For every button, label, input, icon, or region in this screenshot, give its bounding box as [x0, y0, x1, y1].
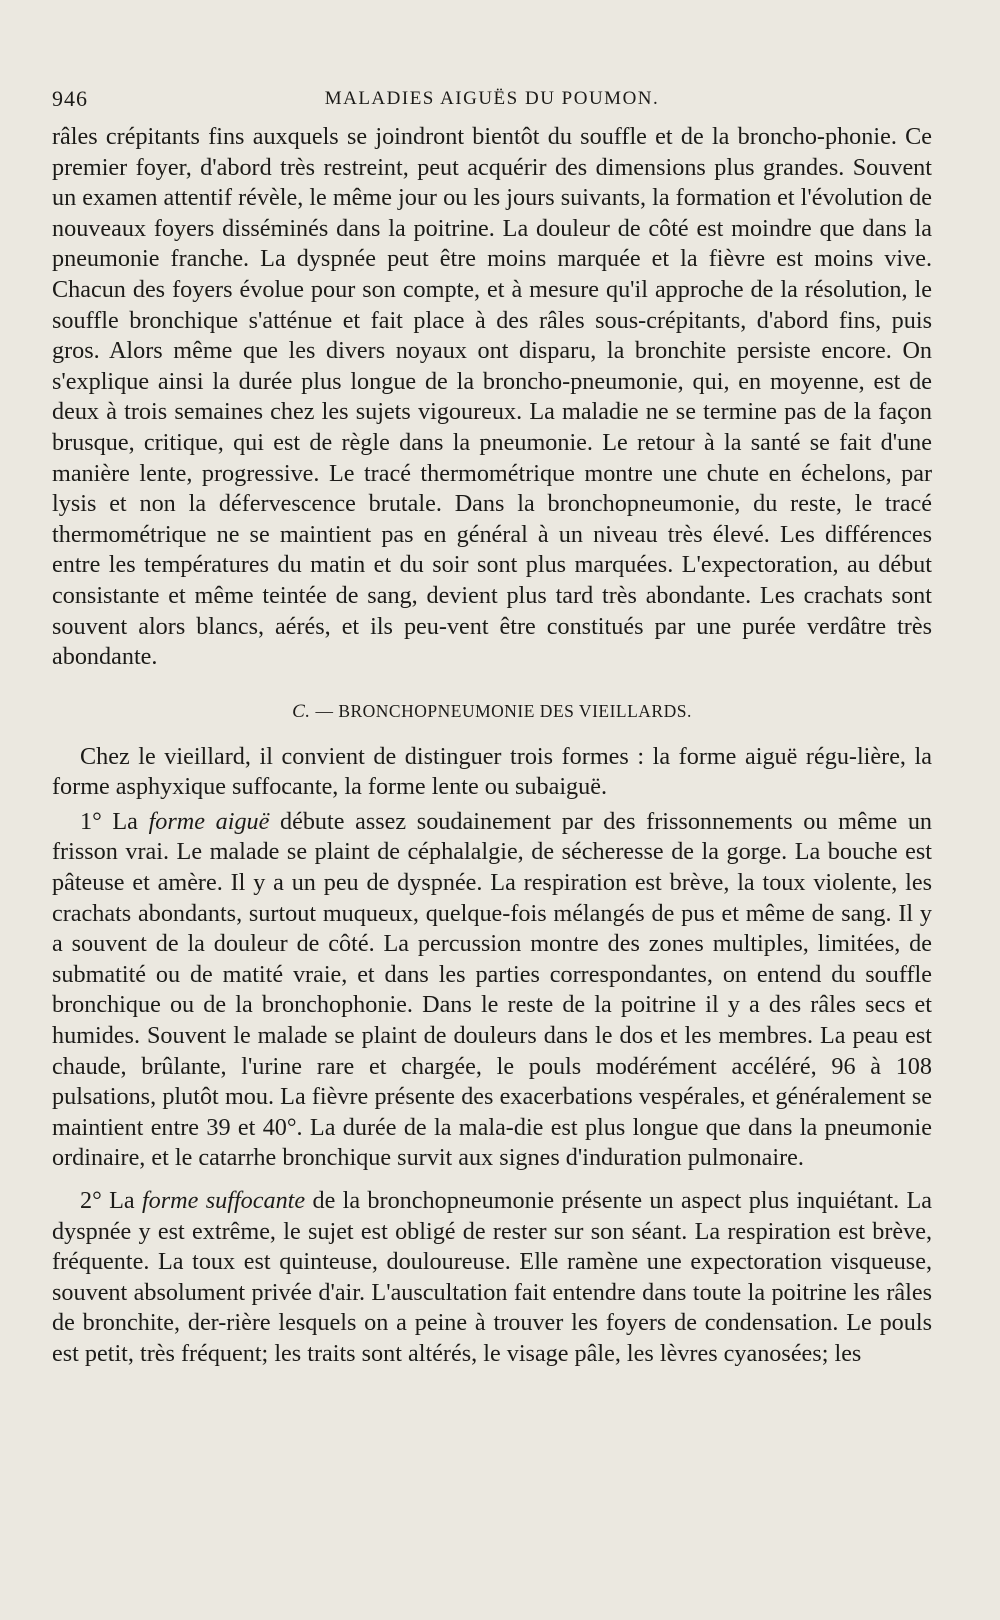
paragraph-forme-aigue: [52, 807, 932, 1174]
paragraph-continuation: râles crépitants fins auxquels se joindront bientôt du souffle et de la broncho-phonie. Ce premier foyer, d'abord très restreint, peut acquérir des dimensions plus grandes. Souvent un examen attentif révèle, le même jour ou les jours suivants, la formation et l'évolution de nouveaux foyers disséminés dans la poitrine. La douleur de côté est moindre que dans la pneumonie franche. La dyspnée peut être moins marquée et la fièvre est moins vive. Chacun des foyers évolue pour son compte, et à mesure qu'il approche de la résolution, le souffle bronchique s'atténue et fait place à des râles sous-crépitants, d'abord fins, puis gros. Alors même que les divers noyaux ont disparu, la bronchite persiste encore. On s'explique ainsi la durée plus longue de la broncho-pneumonie, qui, en moyenne, est de deux à trois semaines chez les sujets vigoureux. La maladie ne se termine pas de la façon brusque, critique, qui est de règle dans la pneumonie. Le retour à la santé se fait d'une manière lente, progressive. Le tracé thermométrique montre une chute en échelons, par lysis et non la défervescence brutale. Dans la bronchopneumonie, du reste, le tracé thermométrique ne se maintient pas en général à un niveau très élevé. Les différences entre les températures du matin et du soir sont plus marquées. L'expectoration, au début consistante et même teintée de sang, devient plus tard très abondante. Les crachats sont souvent alors blancs, aérés, et ils peu-vent être constitués par une purée verdâtre très abondante.: [52, 123, 932, 671]
paragraph-text: de la bronchopneumonie présente un aspect plus inquiétant. La dyspnée y est extrême, le sujet est obligé de rester sur son séant. La respiration est brève, fréquente. La toux est quinteuse, douloureuse. Elle ramène une expectoration visqueuse, souvent absolument privée d'air. L'auscultation fait entendre dans toute la poitrine les râles de bronchite, der-rière lesquels on a peine à trouver les foyers de condensation. Le pouls est petit, très fréquent; les traits sont altérés, le visage pâle, les lèvres cyanosées; les: [52, 1187, 932, 1367]
page-body: [52, 122, 932, 1370]
term-forme-aigue: forme aiguë: [148, 807, 270, 835]
section-heading: [52, 699, 932, 724]
term-forme-suffocante: forme suffocante: [141, 1187, 306, 1214]
page-header: [52, 86, 932, 116]
section-letter: C.: [292, 700, 311, 722]
paragraph-intro: Chez le vieillard, il convient de distinguer trois formes : la forme aiguë régu-lière, la forme asphyxique suffocante, la forme lente ou subaiguë.: [52, 742, 932, 801]
paragraph-text: débute assez soudainement par des frissonnements ou même un frisson vrai. Le malade se plaint de céphalalgie, de sécheresse de la gorge. La bouche est pâteuse et amère. Il y a un peu de dyspnée. La respiration est brève, la toux violente, les crachats abondants, surtout muqueux, quelque-fois mélangés de pus et même de sang. Il y a souvent de la douleur de côté. La percussion montre des zones multiples, limitées, de submatité ou de matité vraie, et dans les parties correspondantes, on entend du souffle bronchique ou de la bronchophonie. Dans le reste de la poitrine il y a des râles secs et humides. Souvent le malade se plaint de douleurs dans le dos et les membres. La peau est chaude, brûlante, l'urine rare et chargée, le pouls modérément accéléré, 96 à 108 pulsations, plutôt mou. La fièvre présente des exacerbations vespérales, et généralement se maintient entre 39 et 40°. La durée de la mala-die est plus longue que dans la pneumonie ordinaire, et le catarrhe bronchique survit aux signes d'induration pulmonaire.: [52, 807, 932, 1172]
paragraph-forme-suffocante: [52, 1186, 932, 1370]
running-head: MALADIES AIGUËS DU POUMON.: [324, 88, 660, 109]
section-title-text: — BRONCHOPNEUMONIE DES VIEILLARDS.: [315, 700, 692, 721]
page-number: 946: [52, 86, 88, 111]
paragraph-lead: 1° La: [80, 807, 149, 835]
paragraph-lead: 2° La: [80, 1187, 142, 1214]
